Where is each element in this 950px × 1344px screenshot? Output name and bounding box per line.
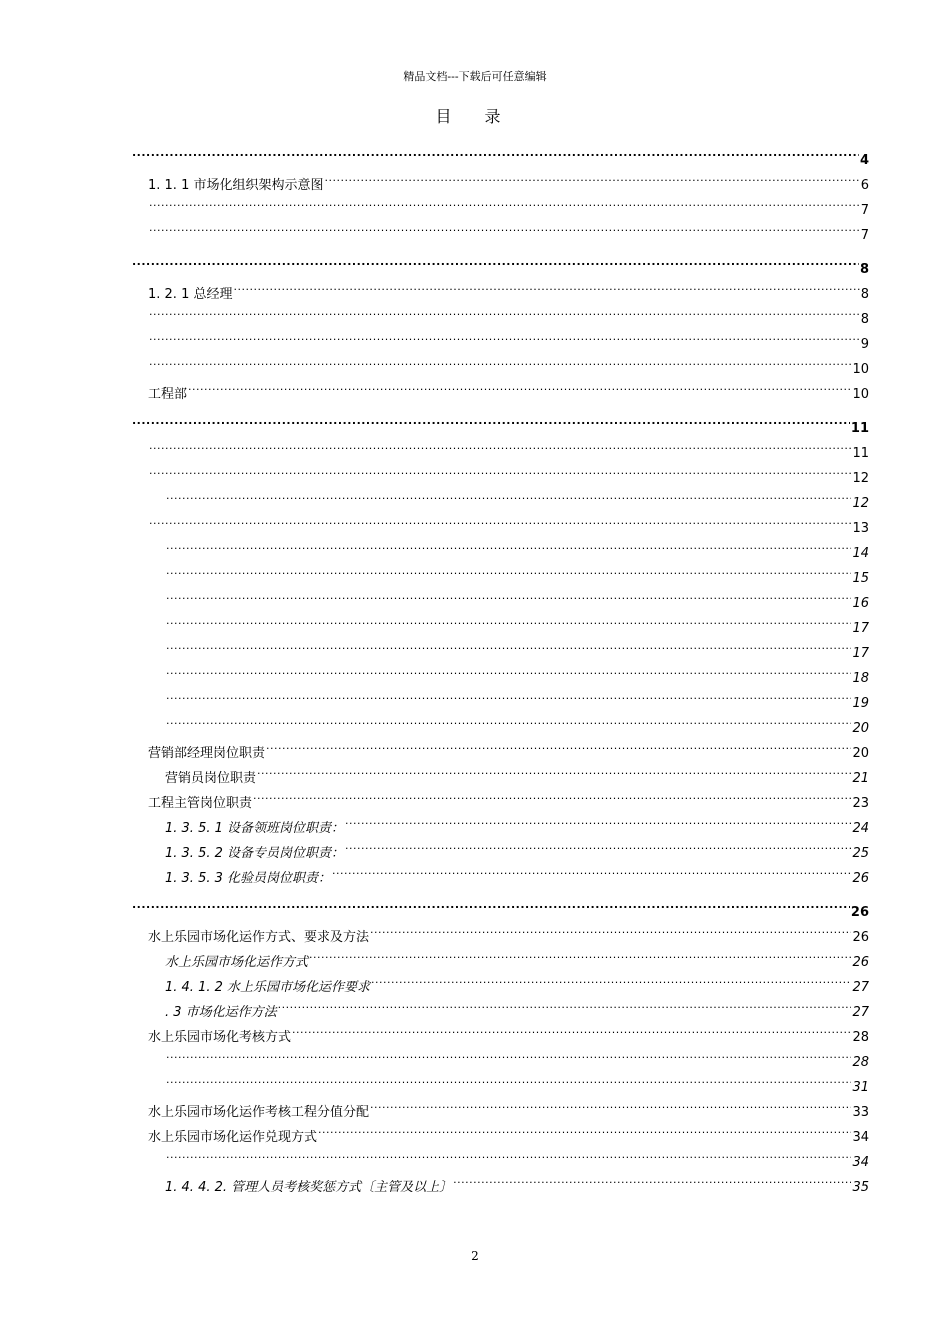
toc-leader-dots — [370, 916, 851, 941]
toc-leader-dots — [149, 189, 860, 214]
toc-entry[interactable] — [0, 1016, 950, 1045]
toc-leader-dots — [166, 607, 851, 632]
toc-leader-dots — [332, 857, 851, 882]
toc-leader-dots — [166, 707, 851, 732]
toc-leader-dots — [345, 807, 851, 832]
toc-entry-page-number: 11 — [850, 421, 869, 436]
toc-entry[interactable] — [0, 1041, 950, 1070]
toc-entry-page-number: 19 — [852, 696, 869, 711]
toc-entry[interactable] — [0, 707, 950, 736]
toc-entry-label: 1. 2. 1 总经理 — [148, 287, 233, 302]
toc-leader-dots — [132, 248, 859, 273]
toc-entry-label: 1. 1. 1 市场化组织架构示意图 — [148, 178, 324, 193]
toc-entry-page-number: 7 — [860, 203, 869, 218]
toc-entry-page-number: 15 — [852, 571, 869, 586]
toc-entry-label: 营销员岗位职责 — [165, 771, 257, 786]
toc-entry[interactable] — [0, 1116, 950, 1145]
toc-leader-dots — [166, 532, 851, 557]
toc-leader-dots — [166, 1066, 851, 1091]
toc-entry[interactable] — [0, 682, 950, 711]
toc-leader-dots — [266, 732, 851, 757]
toc-leader-dots — [166, 557, 851, 582]
toc-entry-label: 1. 3. 5. 1 设备领班岗位职责： — [165, 821, 345, 836]
toc-leader-dots — [371, 966, 851, 991]
toc-entry-label: 水上乐园市场化运作考核工程分值分配 — [148, 1105, 370, 1120]
toc-entry[interactable] — [0, 1091, 950, 1120]
toc-entry-page-number: 8 — [860, 312, 869, 327]
toc-entry-page-number: 11 — [852, 446, 869, 461]
toc-entry-page-number: 24 — [852, 821, 869, 836]
toc-entry-page-number: 10 — [852, 387, 869, 402]
table-of-contents — [0, 139, 950, 1195]
toc-entry[interactable] — [0, 373, 950, 402]
toc-entry[interactable] — [0, 532, 950, 561]
toc-entry-page-number: 20 — [852, 721, 869, 736]
toc-entry[interactable] — [0, 916, 950, 945]
toc-leader-dots — [149, 298, 860, 323]
toc-entry-page-number: 12 — [852, 471, 869, 486]
toc-entry[interactable] — [0, 1066, 950, 1095]
toc-entry-page-number: 25 — [852, 846, 869, 861]
toc-entry-page-number: 33 — [852, 1105, 869, 1120]
toc-leader-dots — [166, 657, 851, 682]
toc-entry-page-number: 17 — [852, 621, 869, 636]
toc-leader-dots — [166, 682, 851, 707]
toc-entry-page-number: 8 — [860, 287, 869, 302]
toc-entry-page-number: 16 — [852, 596, 869, 611]
toc-leader-dots — [166, 582, 851, 607]
toc-leader-dots — [324, 164, 859, 189]
toc-leader-dots — [188, 373, 851, 398]
toc-leader-dots — [132, 139, 859, 164]
toc-leader-dots — [370, 1091, 851, 1116]
toc-entry-label: 水上乐园市场化考核方式 — [148, 1030, 292, 1045]
toc-leader-dots — [278, 991, 852, 1016]
toc-entry[interactable] — [0, 991, 950, 1020]
toc-entry-page-number: 34 — [852, 1130, 869, 1145]
toc-entry[interactable] — [0, 432, 950, 461]
toc-entry-label: . 3 市场化运作方法 — [165, 1005, 277, 1020]
toc-entry[interactable] — [0, 782, 950, 811]
toc-entry-label: 1. 4. 1. 2 水上乐园市场化运作要求 — [165, 980, 371, 995]
toc-leader-dots — [149, 457, 851, 482]
toc-leader-dots — [453, 1166, 851, 1191]
toc-entry[interactable] — [0, 248, 950, 277]
toc-entry-page-number: 27 — [852, 1005, 869, 1020]
toc-entry-page-number: 34 — [852, 1155, 869, 1170]
toc-entry-page-number: 26 — [852, 955, 869, 970]
toc-entry[interactable] — [0, 757, 950, 786]
toc-entry-page-number: 12 — [852, 496, 869, 511]
toc-entry[interactable] — [0, 482, 950, 511]
toc-entry-label: 1. 4. 4. 2. 管理人员考核奖惩方式〔主管及以上〕 — [165, 1180, 453, 1195]
toc-entry-page-number: 14 — [852, 546, 869, 561]
toc-leader-dots — [166, 482, 851, 507]
toc-entry-page-number: 35 — [852, 1180, 869, 1195]
toc-entry[interactable] — [0, 189, 950, 218]
toc-leader-dots — [257, 757, 851, 782]
toc-leader-dots — [149, 432, 851, 457]
toc-entry[interactable] — [0, 164, 950, 193]
toc-entry[interactable] — [0, 832, 950, 861]
toc-entry-page-number: 8 — [859, 262, 869, 277]
toc-entry[interactable] — [0, 323, 950, 352]
toc-entry-page-number: 6 — [860, 178, 869, 193]
toc-leader-dots — [132, 891, 850, 916]
toc-entry-page-number: 26 — [852, 930, 869, 945]
toc-entry-page-number: 28 — [852, 1055, 869, 1070]
toc-entry-label: 1. 3. 5. 3 化验员岗位职责： — [165, 871, 332, 886]
toc-entry-page-number: 9 — [860, 337, 869, 352]
toc-entry-page-number: 26 — [850, 905, 869, 920]
toc-entry-label: 水上乐园市场化运作方式 — [165, 955, 309, 970]
page-header: 精品文档---下载后可任意编辑 — [403, 70, 547, 83]
toc-entry[interactable] — [0, 1166, 950, 1195]
toc-entry-page-number: 20 — [852, 746, 869, 761]
toc-entry-label: 水上乐园市场化运作方式、要求及方法 — [148, 930, 370, 945]
toc-entry[interactable] — [0, 348, 950, 377]
toc-entry-page-number: 18 — [852, 671, 869, 686]
toc-entry-page-number: 4 — [859, 153, 869, 168]
toc-entry[interactable] — [0, 139, 950, 168]
toc-entry[interactable] — [0, 657, 950, 686]
toc-leader-dots — [149, 323, 860, 348]
toc-entry-page-number: 31 — [852, 1080, 869, 1095]
toc-entry[interactable] — [0, 607, 950, 636]
toc-leader-dots — [309, 941, 851, 966]
toc-entry[interactable] — [0, 507, 950, 536]
toc-entry-page-number: 23 — [852, 796, 869, 811]
toc-leader-dots — [149, 214, 860, 239]
toc-entry[interactable] — [0, 807, 950, 836]
toc-entry[interactable] — [0, 298, 950, 327]
toc-entry[interactable] — [0, 732, 950, 761]
toc-entry[interactable] — [0, 557, 950, 586]
toc-entry-label: 营销部经理岗位职责 — [148, 746, 266, 761]
toc-leader-dots — [318, 1116, 851, 1141]
toc-entry[interactable] — [0, 632, 950, 661]
page-number: 2 — [471, 1249, 479, 1263]
toc-entry-label: 工程部 — [148, 387, 188, 402]
toc-entry[interactable] — [0, 273, 950, 302]
toc-entry-page-number: 28 — [852, 1030, 869, 1045]
toc-entry-label: 水上乐园市场化运作兑现方式 — [148, 1130, 318, 1145]
toc-title: 目 录 — [435, 107, 515, 126]
toc-leader-dots — [345, 832, 851, 857]
toc-entry-page-number: 7 — [860, 228, 869, 243]
toc-entry[interactable] — [0, 857, 950, 886]
toc-leader-dots — [166, 1041, 851, 1066]
toc-leader-dots — [166, 632, 851, 657]
toc-leader-dots — [132, 407, 850, 432]
toc-entry[interactable] — [0, 966, 950, 995]
toc-entry-label: 工程主管岗位职责 — [148, 796, 253, 811]
toc-leader-dots — [149, 507, 851, 532]
toc-entry[interactable] — [0, 941, 950, 970]
toc-leader-dots — [149, 348, 851, 373]
toc-entry-page-number: 27 — [852, 980, 869, 995]
toc-entry[interactable] — [0, 1141, 950, 1170]
toc-entry-label: 1. 3. 5. 2 设备专员岗位职责： — [165, 846, 345, 861]
toc-entry-page-number: 10 — [852, 362, 869, 377]
toc-leader-dots — [233, 273, 859, 298]
toc-entry[interactable] — [0, 214, 950, 243]
toc-entry-page-number: 26 — [852, 871, 869, 886]
toc-entry[interactable] — [0, 407, 950, 436]
toc-leader-dots — [166, 1141, 851, 1166]
toc-entry[interactable] — [0, 891, 950, 920]
toc-entry[interactable] — [0, 457, 950, 486]
toc-leader-dots — [253, 782, 851, 807]
toc-entry-page-number: 17 — [852, 646, 869, 661]
toc-leader-dots — [292, 1016, 851, 1041]
toc-entry-page-number: 21 — [852, 771, 869, 786]
toc-entry[interactable] — [0, 582, 950, 611]
toc-entry-page-number: 13 — [852, 521, 869, 536]
